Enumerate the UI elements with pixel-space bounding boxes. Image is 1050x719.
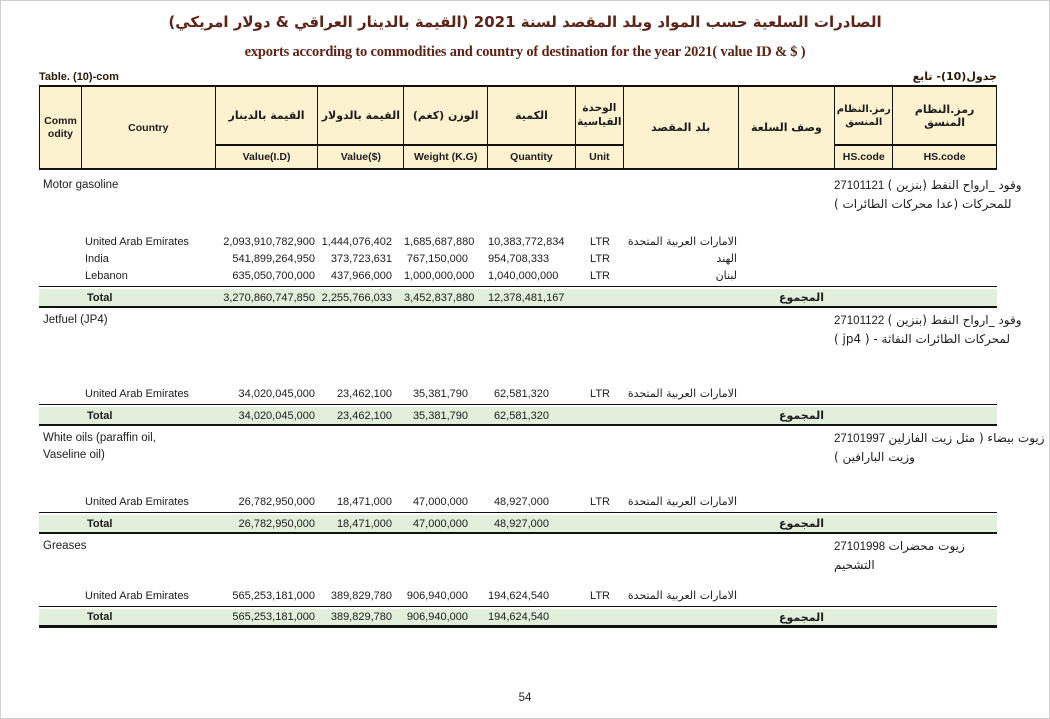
- table-row: United Arab Emirates 565,253,181,000 389,829,780 906,940,000 194,624,540 LTR الامارات العربية المتحدة: [85, 589, 737, 602]
- commodity-name-en: Jetfuel (JP4): [43, 314, 108, 326]
- commodity-name-en: White oils (paraffin oil, Vaseline oil): [43, 432, 156, 461]
- section-motor-gasoline: [39, 176, 1022, 308]
- table-caption-arabic: جدول(10)- تابع: [912, 70, 997, 83]
- header-commodity-description: وصف السلعة: [739, 87, 836, 168]
- report-titles: [1, 1, 1049, 61]
- commodity-description: [834, 177, 1049, 213]
- commodity-description: [834, 312, 1049, 348]
- total-row: Total 34,020,045,000 23,462,100 35,381,790 62,581,320 المجموع: [39, 407, 997, 426]
- commodity-name-en: Greases: [43, 540, 87, 552]
- commodity-description-ar: وقود _ارواح النفط (بنزين ) لمحركات الطائرات النفاثة - ( jp4 ): [834, 313, 1022, 346]
- header-destination-country: بلد المقصد: [624, 87, 739, 168]
- table-row: Lebanon 635,050,700,000 437,966,000 1,000,000,000 1,040,000,000 LTR لبنان: [85, 269, 737, 282]
- table-caption-english: Table. (10)-com: [39, 71, 119, 83]
- table-area: [39, 70, 1045, 628]
- commodity-description: [834, 538, 984, 574]
- table-row: United Arab Emirates 26,782,950,000 18,471,000 47,000,000 48,927,000 LTR الامارات العربية المتحدة: [85, 495, 737, 508]
- commodity-description-ar: وقود _ارواح النفط (بنزين ) للمحركات (عدا محركات الطائرات ): [834, 178, 1022, 211]
- hs-code-value: 27101121: [834, 180, 885, 192]
- table-row: United Arab Emirates 34,020,045,000 23,462,100 35,381,790 62,581,320 LTR الامارات العربية المتحدة: [85, 387, 737, 400]
- report-title-arabic: الصادرات السلعية حسب المواد وبلد المقصد لسنة 2021 (القيمة بالدينار العراقي & دولار امريكي): [168, 13, 882, 31]
- header-value-usd: القيمة بالدولار Value($): [318, 87, 404, 168]
- header-hs-code-outer: رمز.النظام المنسق HS.code: [893, 87, 996, 168]
- divider: [39, 512, 997, 513]
- table-row: United Arab Emirates 2,093,910,782,900 1,444,076,402 1,685,687,880 10,383,772,834 LTR الامارات العربية المتحدة: [85, 235, 737, 248]
- total-row: Total 565,253,181,000 389,829,780 906,940,000 194,624,540 المجموع: [39, 609, 997, 628]
- header-weight: الوزن (كغم) Weight (K.G): [404, 87, 488, 168]
- section-title-row: [39, 429, 1045, 493]
- commodity-description-ar: زيوت بيضاء ( مثل زيت الفازلين وزيت البارافين ): [834, 431, 1045, 464]
- report-title-english: exports according to commodities and country of destination for the year 2021( value ID & $ ): [244, 44, 806, 60]
- section-title-row: [39, 311, 1022, 385]
- header-commodity: Commodity: [40, 87, 82, 168]
- header-value-id: القيمة بالدينار Value(I.D): [216, 87, 319, 168]
- section-greases: [39, 537, 997, 628]
- header-unit: الوحدة القياسية Unit: [576, 87, 624, 168]
- header-hs-code: رمز.النظام المنسق HS.code: [835, 87, 893, 168]
- section-title-row: [39, 176, 1022, 233]
- section-title-row: [39, 537, 997, 587]
- section-white-oils: [39, 429, 1045, 534]
- hs-code-value: 27101997: [834, 433, 886, 445]
- hs-code-value: 27101122: [834, 315, 885, 327]
- header-country: Country: [82, 87, 216, 168]
- table-caption-row: [39, 70, 997, 83]
- commodity-description-ar: زيوت محضرات التشحيم: [834, 539, 965, 572]
- total-row: Total 26,782,950,000 18,471,000 47,000,000 48,927,000 المجموع: [39, 515, 997, 534]
- hs-code-value: 27101998: [834, 541, 886, 553]
- table-row: India 541,899,264,950 373,723,631 767,150,000 954,708,333 LTR الهند: [85, 252, 737, 265]
- page-number: 54: [518, 692, 532, 704]
- divider: [39, 286, 997, 287]
- divider: [39, 606, 997, 607]
- total-row: Total 3,270,860,747,850 2,255,766,033 3,452,837,880 12,378,481,167 المجموع: [39, 289, 997, 308]
- header-quantity: الكمية Quantity: [488, 87, 576, 168]
- commodity-name-en: Motor gasoline: [43, 179, 119, 191]
- divider: [39, 404, 997, 405]
- commodity-description: [834, 430, 1049, 466]
- table-header: [39, 85, 997, 170]
- section-jetfuel: [39, 311, 1022, 426]
